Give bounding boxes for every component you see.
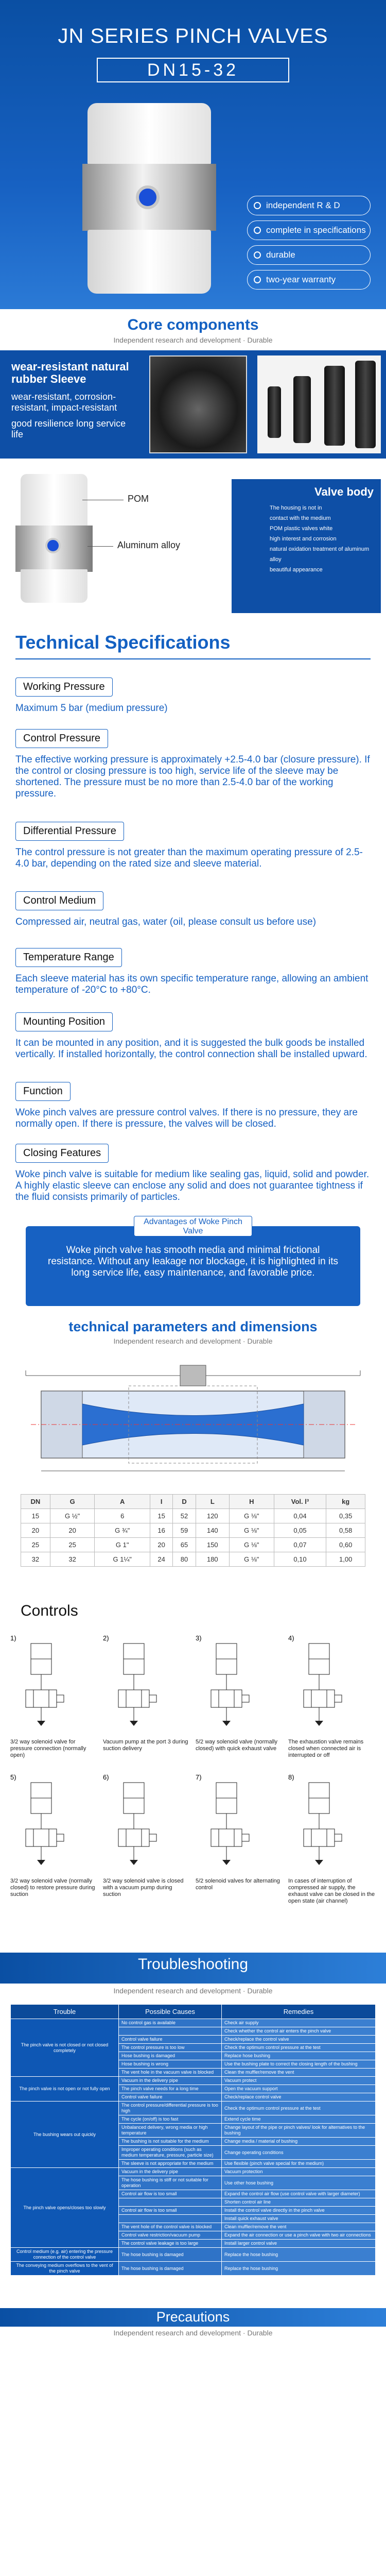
divider: [15, 658, 371, 659]
spec-item: [15, 729, 371, 800]
sleeves-photo: [257, 355, 381, 453]
control-diagram: [288, 1772, 371, 1875]
remedy-cell: Change media / material of bushing: [222, 2138, 376, 2146]
spec-item: [15, 891, 371, 928]
trouble-cell: Control medium (e.g. air) entering the pressure connection of the control valve: [11, 2248, 119, 2262]
cause-cell: The vent hole of the control valve is blocked: [119, 2223, 222, 2231]
troubleshooting-band: [0, 1953, 386, 1984]
cause-cell: The hose bushing is stiff or not suitable for operation: [119, 2176, 222, 2190]
body-line: The housing is not in: [270, 505, 322, 511]
control-caption: 5/2 solenoid valves for alternating control: [196, 1878, 280, 1891]
remedy-cell: Replace the hose bushing: [222, 2248, 376, 2262]
cause-cell: The sleeve is not appropriate for the medium: [119, 2160, 222, 2168]
remedy-cell: Use the bushing plate to correct the closing length of the bushing: [222, 2060, 376, 2069]
remedy-cell: Check/replace control valve: [222, 2093, 376, 2102]
remedy-cell: Vacuum protection: [222, 2168, 376, 2176]
sleeve-band: [0, 350, 386, 459]
remedy-cell: Check the optimum control pressure at the test: [222, 2044, 376, 2052]
remedy-cell: Use other hose bushing: [222, 2176, 376, 2190]
cause-cell: Vacuum in the delivery pipe: [119, 2168, 222, 2176]
valve-image: [15, 474, 93, 603]
trouble-cell: The pinch valve opens/closes too slowly: [11, 2168, 119, 2248]
technical-specifications-section: [0, 618, 386, 1309]
section-title: Precautions: [156, 2309, 230, 2325]
control-caption: In cases of interruption of compressed air supply, the exhaust valve can be closed in the open state (air channel): [288, 1878, 375, 1904]
spec-item: [15, 1012, 371, 1060]
troubleshooting-section: [0, 1937, 386, 2308]
remedy-cell: Install quick exhaust valve: [222, 2215, 376, 2223]
cause-cell: Unbalanced delivery, wrong media or high temperature: [119, 2124, 222, 2138]
feature-item: independent R & D: [247, 196, 371, 215]
remedy-cell: Vacuum protect: [222, 2077, 376, 2085]
section-title: technical parameters and dimensions: [68, 1319, 318, 1334]
section-subtitle: Independent research and development · Durable: [113, 336, 273, 344]
circle-icon: [254, 202, 261, 209]
body-line: beautiful appearance: [270, 567, 323, 573]
body-line: POM plastic valves white: [270, 526, 333, 532]
cause-cell: Control valve failure: [119, 2093, 222, 2102]
remedy-cell: Expand the control air flow (use control valve with larger diameter): [222, 2190, 376, 2198]
trouble-cell: The conveying medium overflows to the vent of the pinch valve: [11, 2262, 119, 2276]
body-line: natural oxidation treatment of aluminum alloy: [270, 546, 370, 563]
air-port-icon: [136, 185, 160, 209]
control-caption: The exhaustion valve remains closed when connected air is interrupted or off: [288, 1739, 364, 1758]
cause-cell: Vacuum in the delivery pipe: [119, 2077, 222, 2085]
cause-cell: No control gas is available: [119, 2019, 222, 2027]
diagram-number: 1): [10, 1634, 16, 1642]
hero-banner: [0, 0, 386, 309]
section-subtitle: Independent research and development · Durable: [113, 1987, 273, 1995]
remedy-cell: Clean muffler/remove the vent: [222, 2223, 376, 2231]
spec-label: Closing Features: [15, 1144, 109, 1163]
control-diagram: [10, 1633, 93, 1736]
circle-icon: [254, 276, 261, 283]
parameters-table: DN G A I D L H Vol. l³ kg 15 G ½" 6 15 52 120 G ⅛" 0,04 0,35 20 20 G ¾" 16 59 140 G ⅛" 0,05 0,58 25 25 G 1" 20 65 150 G ⅛" 0,07 0,60 32 32 G 1¼" 24 80 180 G ⅛" 0,10 1,00: [21, 1494, 365, 1567]
cause-cell: Hose bushing is damaged: [119, 2052, 222, 2060]
spec-item: [15, 1082, 371, 1130]
sleeve-photo: [149, 355, 247, 453]
control-diagram: [288, 1633, 371, 1736]
remedy-cell: Check the optimum control pressure at the test: [222, 2102, 376, 2115]
diagram-number: 8): [288, 1773, 294, 1781]
table-row: 25 25 G 1" 20 65 150 G ⅛" 0,07 0,60: [21, 1538, 365, 1552]
table-row: 32 32 G 1¼" 24 80 180 G ⅛" 0,10 1,00: [21, 1552, 365, 1567]
spec-label: Working Pressure: [15, 677, 113, 697]
spec-label: Differential Pressure: [15, 822, 124, 841]
spec-item: [15, 822, 371, 870]
cause-cell: Control air flow is too small: [119, 2207, 222, 2215]
diagram-number: 7): [196, 1773, 202, 1781]
trouble-cell: The pinch valve is not open or not fully open: [11, 2077, 119, 2102]
remedy-cell: Change operating conditions: [222, 2146, 376, 2160]
parameters-section: [0, 1309, 386, 1587]
aluminum-label: Aluminum alloy: [117, 540, 181, 550]
spec-text: Woke pinch valve is suitable for medium like sealing gas, liquid, solid and powder. A highly elastic sleeve can enclose any solid and does not guarantee tightness if the fluid consists primarily of particles.: [15, 1169, 370, 1202]
sleeve-heading: wear-resistant natural rubber Sleeve: [11, 360, 129, 385]
control-caption: 3/2 way solenoid valve is closed with a vacuum pump during suction: [103, 1878, 184, 1897]
control-caption: Vacuum pump at the port 3 during suction delivery: [103, 1739, 188, 1752]
spec-text: The control pressure is not greater than the maximum operating pressure of 2.5-4.0 bar, depending on the rated size and sleeve material.: [15, 847, 363, 869]
table-row: [11, 2077, 376, 2085]
control-caption: 3/2 way solenoid valve for pressure connection (normally open): [10, 1739, 86, 1758]
cause-cell: Hose bushing is wrong: [119, 2060, 222, 2069]
cause-cell: The control pressure is too low: [119, 2044, 222, 2052]
table-row: [11, 2168, 376, 2176]
spec-item: [15, 948, 371, 996]
hero-title: JN SERIES PINCH VALVES: [58, 25, 328, 47]
tech-title: Technical Specifications: [15, 632, 231, 653]
diagram-number: 2): [103, 1634, 109, 1642]
valve-body-section: [0, 464, 386, 618]
remedy-cell: Install larger control valve: [222, 2240, 376, 2248]
valve-product-image: [82, 103, 216, 294]
control-diagram: [196, 1633, 278, 1736]
spec-text: Compressed air, neutral gas, water (oil, please consult us before use): [15, 917, 317, 927]
cause-cell: The bushing is not suitable for the medium: [119, 2138, 222, 2146]
table-row: 15 G ½" 6 15 52 120 G ⅛" 0,04 0,35: [21, 1509, 365, 1523]
spec-item: [15, 677, 371, 714]
body-line: high interest and corrosion: [270, 536, 337, 542]
hero-subtitle: DN15-32: [97, 58, 289, 82]
remedy-cell: Shorten control air line: [222, 2198, 376, 2207]
table-row: [11, 2262, 376, 2276]
spec-text: It can be mounted in any position, and it is suggested the bulk goods be installed vertically. If installed horizontally, the control connection shall be installed upward.: [15, 1038, 367, 1060]
sleeve-line: good resilience long service life: [11, 418, 126, 439]
precautions-section: [0, 2308, 386, 2339]
pom-label: POM: [128, 494, 149, 504]
air-port-icon: [45, 538, 61, 553]
precautions-band: [0, 2308, 386, 2327]
remedy-cell: Open the vacuum support: [222, 2085, 376, 2093]
control-diagram: [10, 1772, 93, 1875]
control-caption: 5/2 way solenoid valve (normally closed) with quick exhaust valve: [196, 1739, 277, 1752]
spec-label: Mounting Position: [15, 1012, 113, 1031]
remedy-cell: Replace the hose bushing: [222, 2262, 376, 2276]
sleeve-line: wear-resistant, corrosion-resistant, impact-resistant: [11, 392, 117, 413]
spec-text: Each sleeve material has its own specific temperature range, allowing an ambient temperature of -20°C to +80°C.: [15, 973, 369, 995]
cause-cell: The hose bushing is damaged: [119, 2248, 222, 2262]
remedy-cell: Clean the muffler/remove the vent: [222, 2069, 376, 2077]
cause-cell: The control valve leakage is too large: [119, 2240, 222, 2248]
cause-cell: [119, 2027, 222, 2036]
cause-cell: The control pressure/differential pressure is too high: [119, 2102, 222, 2115]
spec-text: The effective working pressure is approximately +2.5-4.0 bar (closure pressure). If the control or closing pressure is too high, service life of the sleeve may be shortened. The pressure must be no more than 2.5-4.0 bar of the working pressure.: [15, 754, 370, 799]
spec-label: Function: [15, 1082, 71, 1101]
cause-cell: The vent hole in the vacuum valve is blocked: [119, 2069, 222, 2077]
remedy-cell: Expand the air connection or use a pinch valve with two air connections: [222, 2231, 376, 2240]
valve-body-box: [232, 479, 381, 613]
section-subtitle: Independent research and development · Durable: [113, 1337, 273, 1345]
remedy-cell: Use flexible (pinch valve special for the medium): [222, 2160, 376, 2168]
cause-cell: Control air flow is too small: [119, 2190, 222, 2198]
cause-cell: [119, 2215, 222, 2223]
remedy-cell: Extend cycle time: [222, 2115, 376, 2124]
advantages-text: Woke pinch valve has smooth media and minimal frictional resistance. Without any leakage nor blockage, it is highlighted in its long service life, easy maintenance, and favorable price.: [48, 1245, 338, 1278]
table-row: [11, 2019, 376, 2027]
cause-cell: The pinch valve needs for a long time: [119, 2085, 222, 2093]
control-diagram: [103, 1772, 185, 1875]
section-title: Troubleshooting: [137, 1956, 249, 1973]
diagram-number: 4): [288, 1634, 294, 1642]
feature-item: two-year warranty: [247, 270, 371, 290]
cause-cell: The hose bushing is damaged: [119, 2262, 222, 2276]
remedy-cell: Check/replace the control valve: [222, 2036, 376, 2044]
spec-text: Maximum 5 bar (medium pressure): [15, 703, 168, 714]
remedy-cell: Change layout of the pipe or pinch valves/ look for alternatives to the bushing: [222, 2124, 376, 2138]
controls-section: [0, 1587, 386, 1937]
circle-icon: [254, 227, 261, 234]
cause-cell: Control valve failure: [119, 2036, 222, 2044]
remedy-cell: Replace hose bushing: [222, 2052, 376, 2060]
diagram-number: 5): [10, 1773, 16, 1781]
controls-title: Controls: [21, 1602, 78, 1619]
dimension-drawing: [10, 1355, 376, 1484]
section-subtitle: Independent research and development · Durable: [113, 2329, 273, 2337]
trouble-cell: The bushing wears out quickly: [11, 2102, 119, 2168]
control-diagram: [196, 1772, 278, 1875]
spec-label: Control Medium: [15, 891, 103, 910]
circle-icon: [254, 251, 261, 259]
table-row: 20 20 G ¾" 16 59 140 G ⅛" 0,05 0,58: [21, 1523, 365, 1538]
control-diagram: [103, 1633, 185, 1736]
spec-label: Control Pressure: [15, 729, 108, 748]
cause-cell: Control valve restriction/vacuum pump: [119, 2231, 222, 2240]
remedy-cell: Check whether the control air enters the pinch valve: [222, 2027, 376, 2036]
trouble-cell: The pinch valve is not closed or not closed completely: [11, 2019, 119, 2077]
valve-body-title: Valve body: [314, 485, 374, 498]
feature-item: complete in specifications: [247, 221, 371, 240]
section-title: Core components: [127, 316, 259, 333]
table-row: [11, 2102, 376, 2115]
spec-text: Woke pinch valves are pressure control valves. If there is no pressure, they are normally open. If there is pressure, the valves will be closed.: [15, 1107, 358, 1129]
cause-cell: [119, 2198, 222, 2207]
remedy-cell: Install the control valve directly in the pinch valve: [222, 2207, 376, 2215]
advantages-tag: Advantages of Woke Pinch Valve: [134, 1216, 252, 1236]
control-caption: 3/2 way solenoid valve (normally closed) to restore pressure during suction: [10, 1878, 95, 1897]
advantages-box: [26, 1226, 360, 1306]
body-line: contact with the medium: [270, 515, 331, 521]
spec-item: [15, 1144, 371, 1203]
diagram-number: 3): [196, 1634, 202, 1642]
cause-cell: The cycle (on/off) is too fast: [119, 2115, 222, 2124]
cause-cell: Improper operating conditions (such as medium temperature, pressure, particle size): [119, 2146, 222, 2160]
core-components-section: [0, 309, 386, 464]
feature-item: durable: [247, 245, 371, 265]
feature-list: [247, 196, 371, 295]
remedy-cell: Check air supply: [222, 2019, 376, 2027]
troubleshooting-table: Trouble Possible Causes Remedies The pinch valve is not closed or not closed completely No control gas is available Check air supply Check whether the control air enters the pinch valve Control valve failure Check/replace the control valve The control pressure is too low Check the optimum control pressure at the test Hose bushing is damaged Replace hose bushing Hose bushing is wrong Use the bushing plate to correct the closing length of the bushing The vent hole in the vacuum valve is blocked Clean the muffler/remove the vent The pinch valve is not open or not fully open Vacuum in the delivery pipe Vacuum protect The pinch valve needs for a long time Open the vacuum support Control valve failure Check/replace control valve The bushing wears out quickly The control pressure/differential pressure is too high Check the optimum control pressure at the test The cycle (on/off) is too fast Extend cycle time Unbalanced delivery, wrong media or high temperature Change layout of the pipe or pinch valves/ look for alternatives to the bushing The bushing is not suitable for the medium Change media / material of bushing Improper operating conditions (such as medium temperature, pressure, particle size) Change operating conditions The sleeve is not appropriate for the medium Use flexible (pinch valve special for the medium) The pinch valve opens/closes too slowly Vacuum in the delivery pipe Vacuum protection The hose bushing is stiff or not suitable for operation Use other hose bushing Control air flow is too small Expand the control air flow (use control valve with larger diameter) Shorten control air line Control air flow is too small Install the control valve directly in the pinch valve Install quick exhaust valve The vent hole of the control valve is blocked Clean muffler/remove the vent Control valve restriction/vacuum pump Expand the air connection or use a pinch valve with two air connections The control valve leakage is too large Install larger control valve Control medium (e.g. air) entering the pressure connection of the control valve The hose bushing is damaged Replace the hose bushing The conveying medium overflows to the vent of the pinch valve The hose bushing is damaged Replace the hose bushing: [10, 2004, 376, 2276]
table-row: [11, 2248, 376, 2262]
diagram-number: 6): [103, 1773, 109, 1781]
spec-label: Temperature Range: [15, 948, 122, 967]
